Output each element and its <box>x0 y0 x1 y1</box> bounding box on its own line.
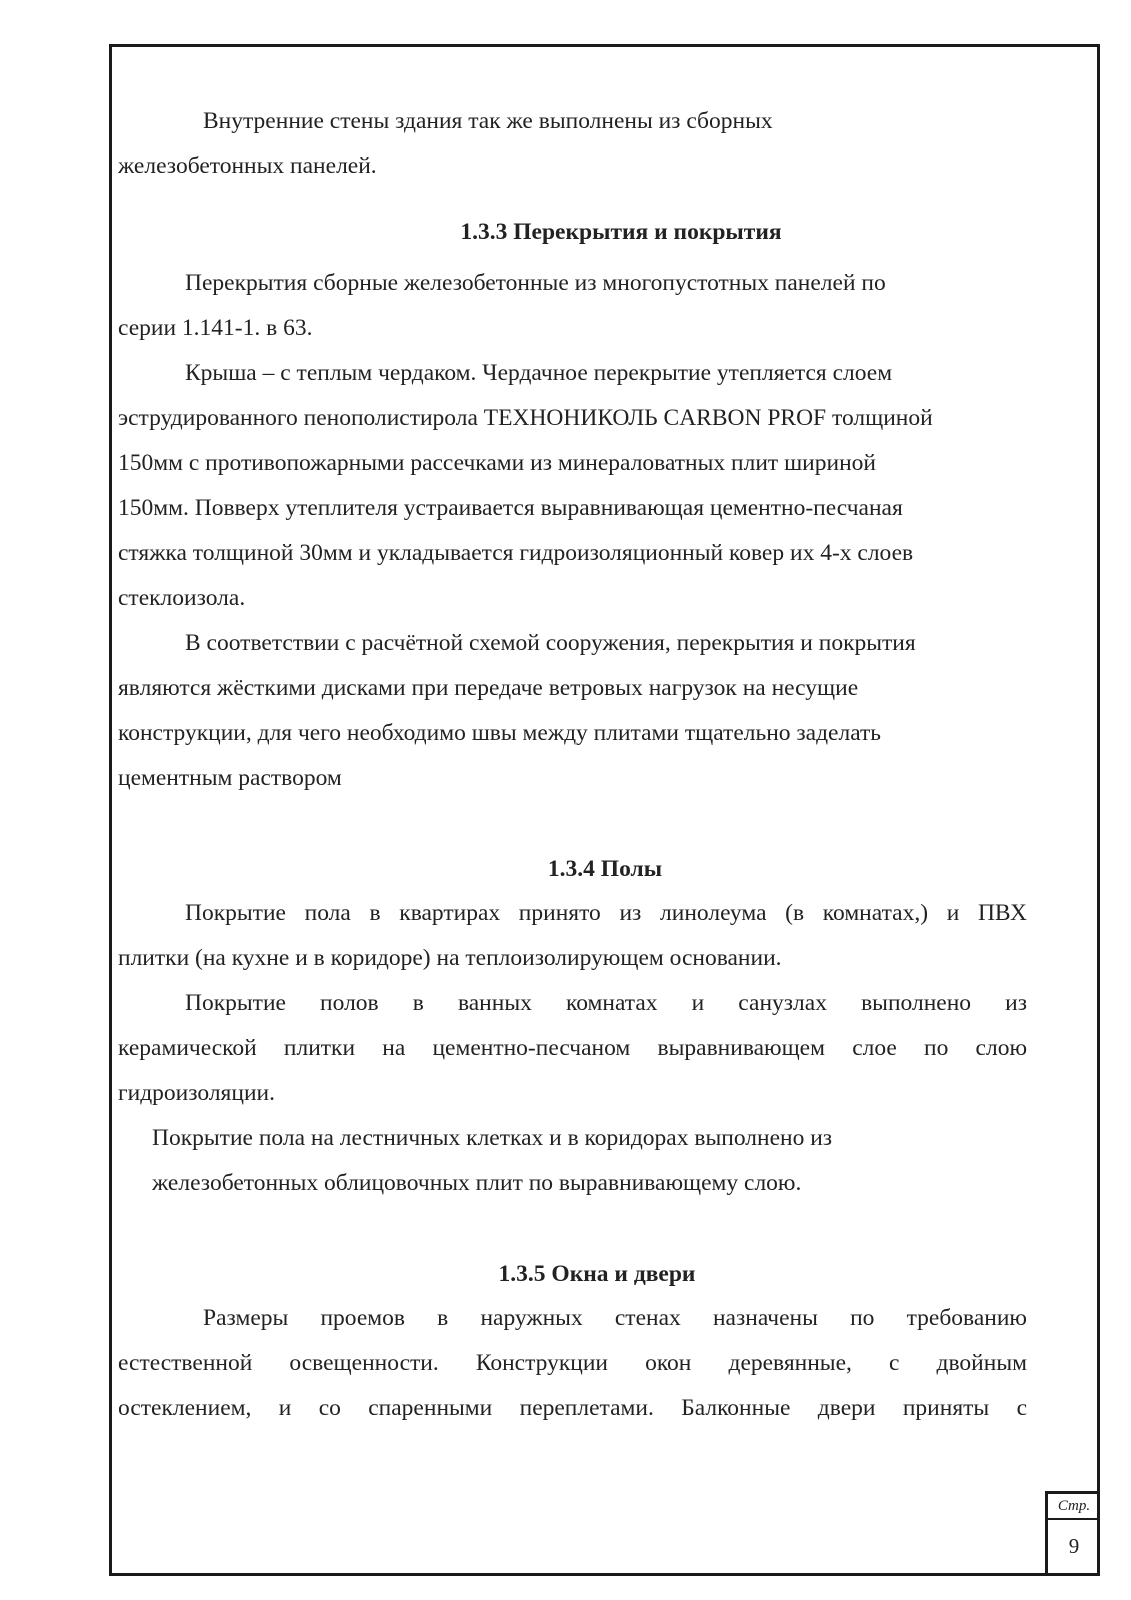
s133-p2-line-3: 150мм с противопожарными рассечками из минераловатных плит шириной <box>118 450 876 476</box>
s134-p1-line-2: плитки (на кухне и в коридоре) на теплоизолирующем основании. <box>118 945 782 971</box>
walls-line-2: железобетонных панелей. <box>118 153 377 179</box>
page-stamp-label: Стр. <box>1048 1494 1100 1520</box>
walls-line-1: Внутренние стены здания так же выполнены из сборных <box>203 108 773 134</box>
s133-p3-line-2: являются жёсткими дисками при передаче ветровых нагрузок на несущие <box>118 675 859 701</box>
heading-1-3-3: 1.3.3 Перекрытия и покрытия <box>460 219 782 245</box>
s133-p1-line-2: серии 1.141-1. в 63. <box>118 315 313 341</box>
s133-p2-line-5: стяжка толщиной 30мм и укладывается гидроизоляционный ковер их 4-х слоев <box>118 540 914 566</box>
heading-1-3-5: 1.3.5 Окна и двери <box>498 1261 696 1287</box>
s135-p1-line-3: остеклением, и со спаренными переплетами. Балконные двери приняты с <box>118 1395 1027 1421</box>
s134-p3-line-1: Покрытие пола на лестничных клетках и в коридорах выполнено из <box>152 1125 833 1151</box>
s134-p1-line-1: Покрытие пола в квартирах принято из линолеума (в комнатах,) и ПВХ <box>185 900 1027 926</box>
page-stamp <box>1045 1491 1100 1576</box>
heading-1-3-4: 1.3.4 Полы <box>547 856 663 882</box>
s133-p3-line-3: конструкции, для чего необходимо швы между плитами тщательно заделать <box>118 720 882 746</box>
s134-p2-line-3: гидроизоляции. <box>118 1080 275 1106</box>
s133-p2-line-4: 150мм. Повверх утеплителя устраивается выравнивающая цементно-песчаная <box>118 495 903 521</box>
s135-p1-line-2: естественной освещенности. Конструкции окон деревянные, с двойным <box>118 1350 1027 1376</box>
s135-p1-line-1: Размеры проемов в наружных стенах назначены по требованию <box>203 1305 1027 1331</box>
s133-p2-line-1: Крыша – с теплым чердаком. Чердачное перекрытие утепляется слоем <box>185 360 893 386</box>
s134-p2-line-1: Покрытие полов в ванных комнатах и санузлах выполнено из <box>185 990 1027 1016</box>
page-number: 9 <box>1068 1534 1080 1558</box>
s133-p2-line-2: эструдированного пенополистирола ТЕХНОНИКОЛЬ CARBON PROF толщиной <box>118 405 933 431</box>
s134-p3-line-2: железобетонных облицовочных плит по выравнивающему слою. <box>152 1170 802 1196</box>
s134-p2-line-2: керамической плитки на цементно-песчаном выравнивающем слое по слою <box>118 1035 1027 1061</box>
s133-p3-line-4: цементным раствором <box>118 765 342 791</box>
s133-p2-line-6: стеклоизола. <box>118 585 246 611</box>
s133-p1-line-1: Перекрытия сборные железобетонные из многопустотных панелей по <box>185 270 886 296</box>
s133-p3-line-1: В соответствии с расчётной схемой сооружения, перекрытия и покрытия <box>185 630 916 656</box>
